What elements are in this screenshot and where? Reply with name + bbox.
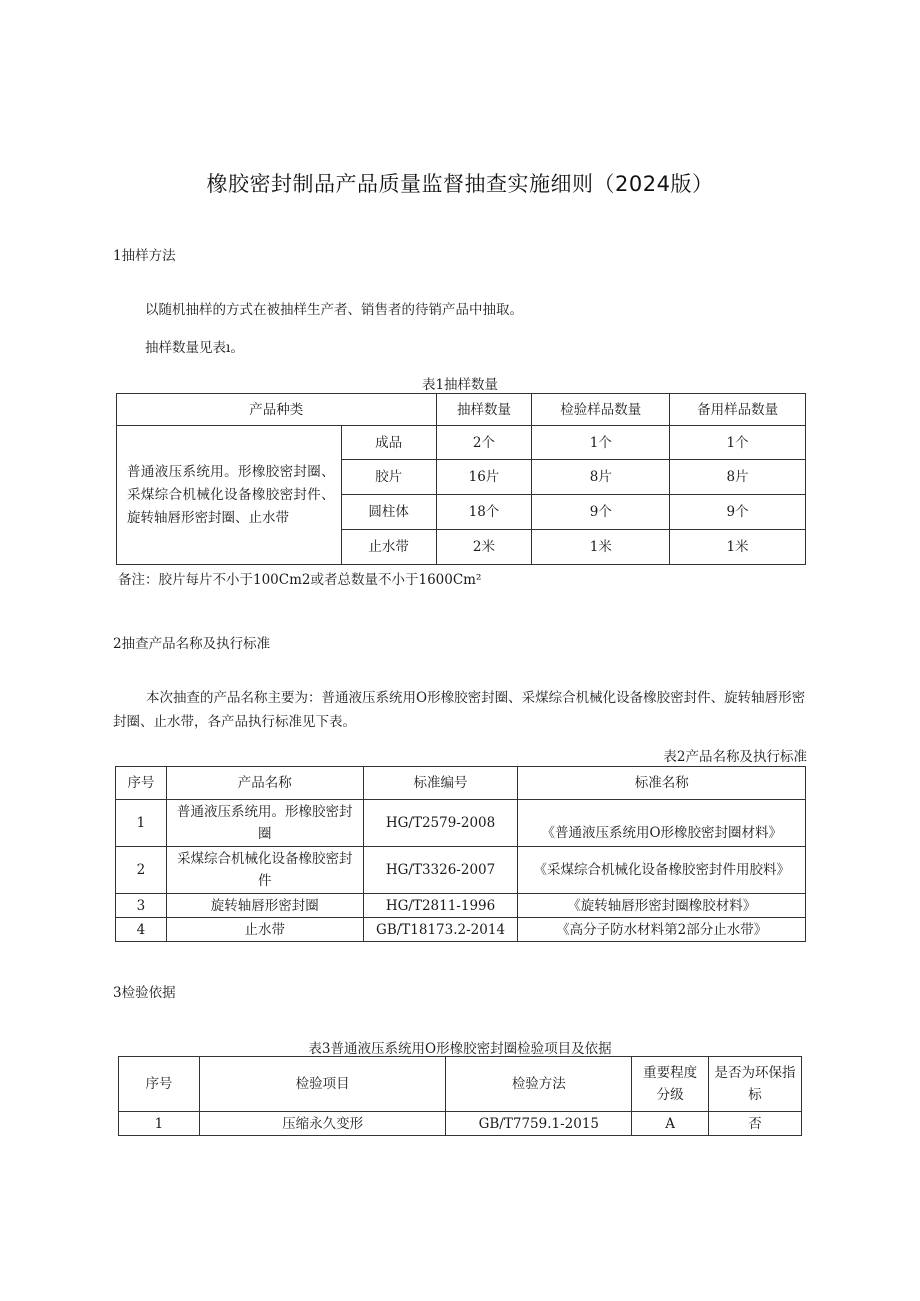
table-header-cell: 序号 xyxy=(119,1057,200,1112)
table-cell: 4 xyxy=(116,918,167,942)
table-row xyxy=(116,894,806,918)
table-header-cell: 是否为环保指标 xyxy=(709,1057,802,1112)
table-cell: 1 xyxy=(116,800,167,847)
table-cell: 《旋转轴唇形密封圈橡胶材料》 xyxy=(518,894,806,918)
table-header-cell: 检验项目 xyxy=(199,1057,446,1112)
table-cell: 1个 xyxy=(670,426,806,460)
table-cell: 16片 xyxy=(436,460,532,495)
section-3-heading: 3检验依据 xyxy=(113,985,176,1001)
table-cell: 2个 xyxy=(436,426,532,460)
table-header-cell: 标准名称 xyxy=(518,767,806,800)
table-row xyxy=(119,1057,802,1112)
section-2-heading: 2抽查产品名称及执行标准 xyxy=(113,636,271,652)
table-cell: 1 xyxy=(119,1112,200,1136)
table-cell: 止水带 xyxy=(341,530,436,565)
table-cell: 普通液压系统用。形橡胶密封圈 xyxy=(166,800,363,847)
table-3-inspection-items xyxy=(118,1056,802,1136)
table-row xyxy=(116,847,806,894)
section-1-heading: 1抽样方法 xyxy=(113,248,176,264)
table-cell: 1米 xyxy=(670,530,806,565)
table-1-caption: 表1抽样数量 xyxy=(421,377,499,393)
table-cell: 《高分子防水材料第2部分止水带》 xyxy=(518,918,806,942)
table-cell: 旋转轴唇形密封圈 xyxy=(166,894,363,918)
table-cell: GB/T7759.1-2015 xyxy=(446,1112,632,1136)
table-cell: 圆柱体 xyxy=(341,495,436,530)
table-cell: HG/T2811-1996 xyxy=(363,894,518,918)
table-cell: 胶片 xyxy=(341,460,436,495)
table-cell: HG/T3326-2007 xyxy=(363,847,518,894)
table-cell: 9个 xyxy=(532,495,670,530)
table-cell: 成品 xyxy=(341,426,436,460)
table-header-cell: 产品名称 xyxy=(166,767,363,800)
table-row xyxy=(116,800,806,847)
table-cell: 2 xyxy=(116,847,167,894)
table-row xyxy=(116,767,806,800)
table-cell: 8片 xyxy=(670,460,806,495)
table-row xyxy=(116,918,806,942)
table-cell: 1个 xyxy=(532,426,670,460)
table-cell: 采煤综合机械化设备橡胶密封件 xyxy=(166,847,363,894)
table-cell: 3 xyxy=(116,894,167,918)
table-cell: 止水带 xyxy=(166,918,363,942)
table-2-standards xyxy=(115,766,806,942)
table-header-cell: 检验样品数量 xyxy=(532,394,670,426)
table-cell: 2米 xyxy=(436,530,532,565)
table-cell: 否 xyxy=(709,1112,802,1136)
table-header-cell: 标准编号 xyxy=(363,767,518,800)
table-cell: HG/T2579-2008 xyxy=(363,800,518,847)
table-row xyxy=(117,426,806,460)
table-3-caption: 表3普通液压系统用O形橡胶密封圈检验项目及依据 xyxy=(308,1041,612,1057)
table-header-cell: 备用样品数量 xyxy=(670,394,806,426)
table-cell: 9个 xyxy=(670,495,806,530)
table-row xyxy=(117,394,806,426)
table-cell: 压缩永久变形 xyxy=(199,1112,446,1136)
table-cell: 8片 xyxy=(532,460,670,495)
table-row xyxy=(119,1112,802,1136)
table-cell: 《采煤综合机械化设备橡胶密封件用胶料》 xyxy=(518,847,806,894)
page-title: 橡胶密封制品产品质量监督抽查实施细则（2024版） xyxy=(206,172,714,196)
table-cell: A xyxy=(632,1112,709,1136)
table-2-caption: 表2产品名称及执行标准 xyxy=(663,749,807,765)
table-header-cell: 序号 xyxy=(116,767,167,800)
section-1-paragraph-2: 抽样数量见表ı。 xyxy=(145,340,244,356)
table-header-cell: 抽样数量 xyxy=(436,394,532,426)
section-2-paragraph: 本次抽查的产品名称主要为：普通液压系统用O形橡胶密封圈、采煤综合机械化设备橡胶密封件、旋转轴唇形密封圈、止水带，各产品执行标准见下表。 xyxy=(113,690,806,730)
table-header-cell: 重要程度分级 xyxy=(632,1057,709,1112)
table-cell: 1米 xyxy=(532,530,670,565)
table-1-sampling-quantity xyxy=(116,393,806,565)
section-1-paragraph-1: 以随机抽样的方式在被抽样生产者、销售者的待销产品中抽取。 xyxy=(145,302,523,318)
table-cell: GB/T18173.2-2014 xyxy=(363,918,518,942)
table-header-cell: 产品种类 xyxy=(117,394,437,426)
table-header-cell: 检验方法 xyxy=(446,1057,632,1112)
table-cell: 《普通液压系统用O形橡胶密封圈材料》 xyxy=(518,800,806,847)
table-1-note: 备注：胶片每片不小于100Cm2或者总数量不小于1600Cm² xyxy=(118,572,482,588)
product-group-cell: 普通液压系统用。形橡胶密封圈、采煤综合机械化设备橡胶密封件、旋转轴唇形密封圈、止水带 xyxy=(117,426,342,565)
table-cell: 18个 xyxy=(436,495,532,530)
